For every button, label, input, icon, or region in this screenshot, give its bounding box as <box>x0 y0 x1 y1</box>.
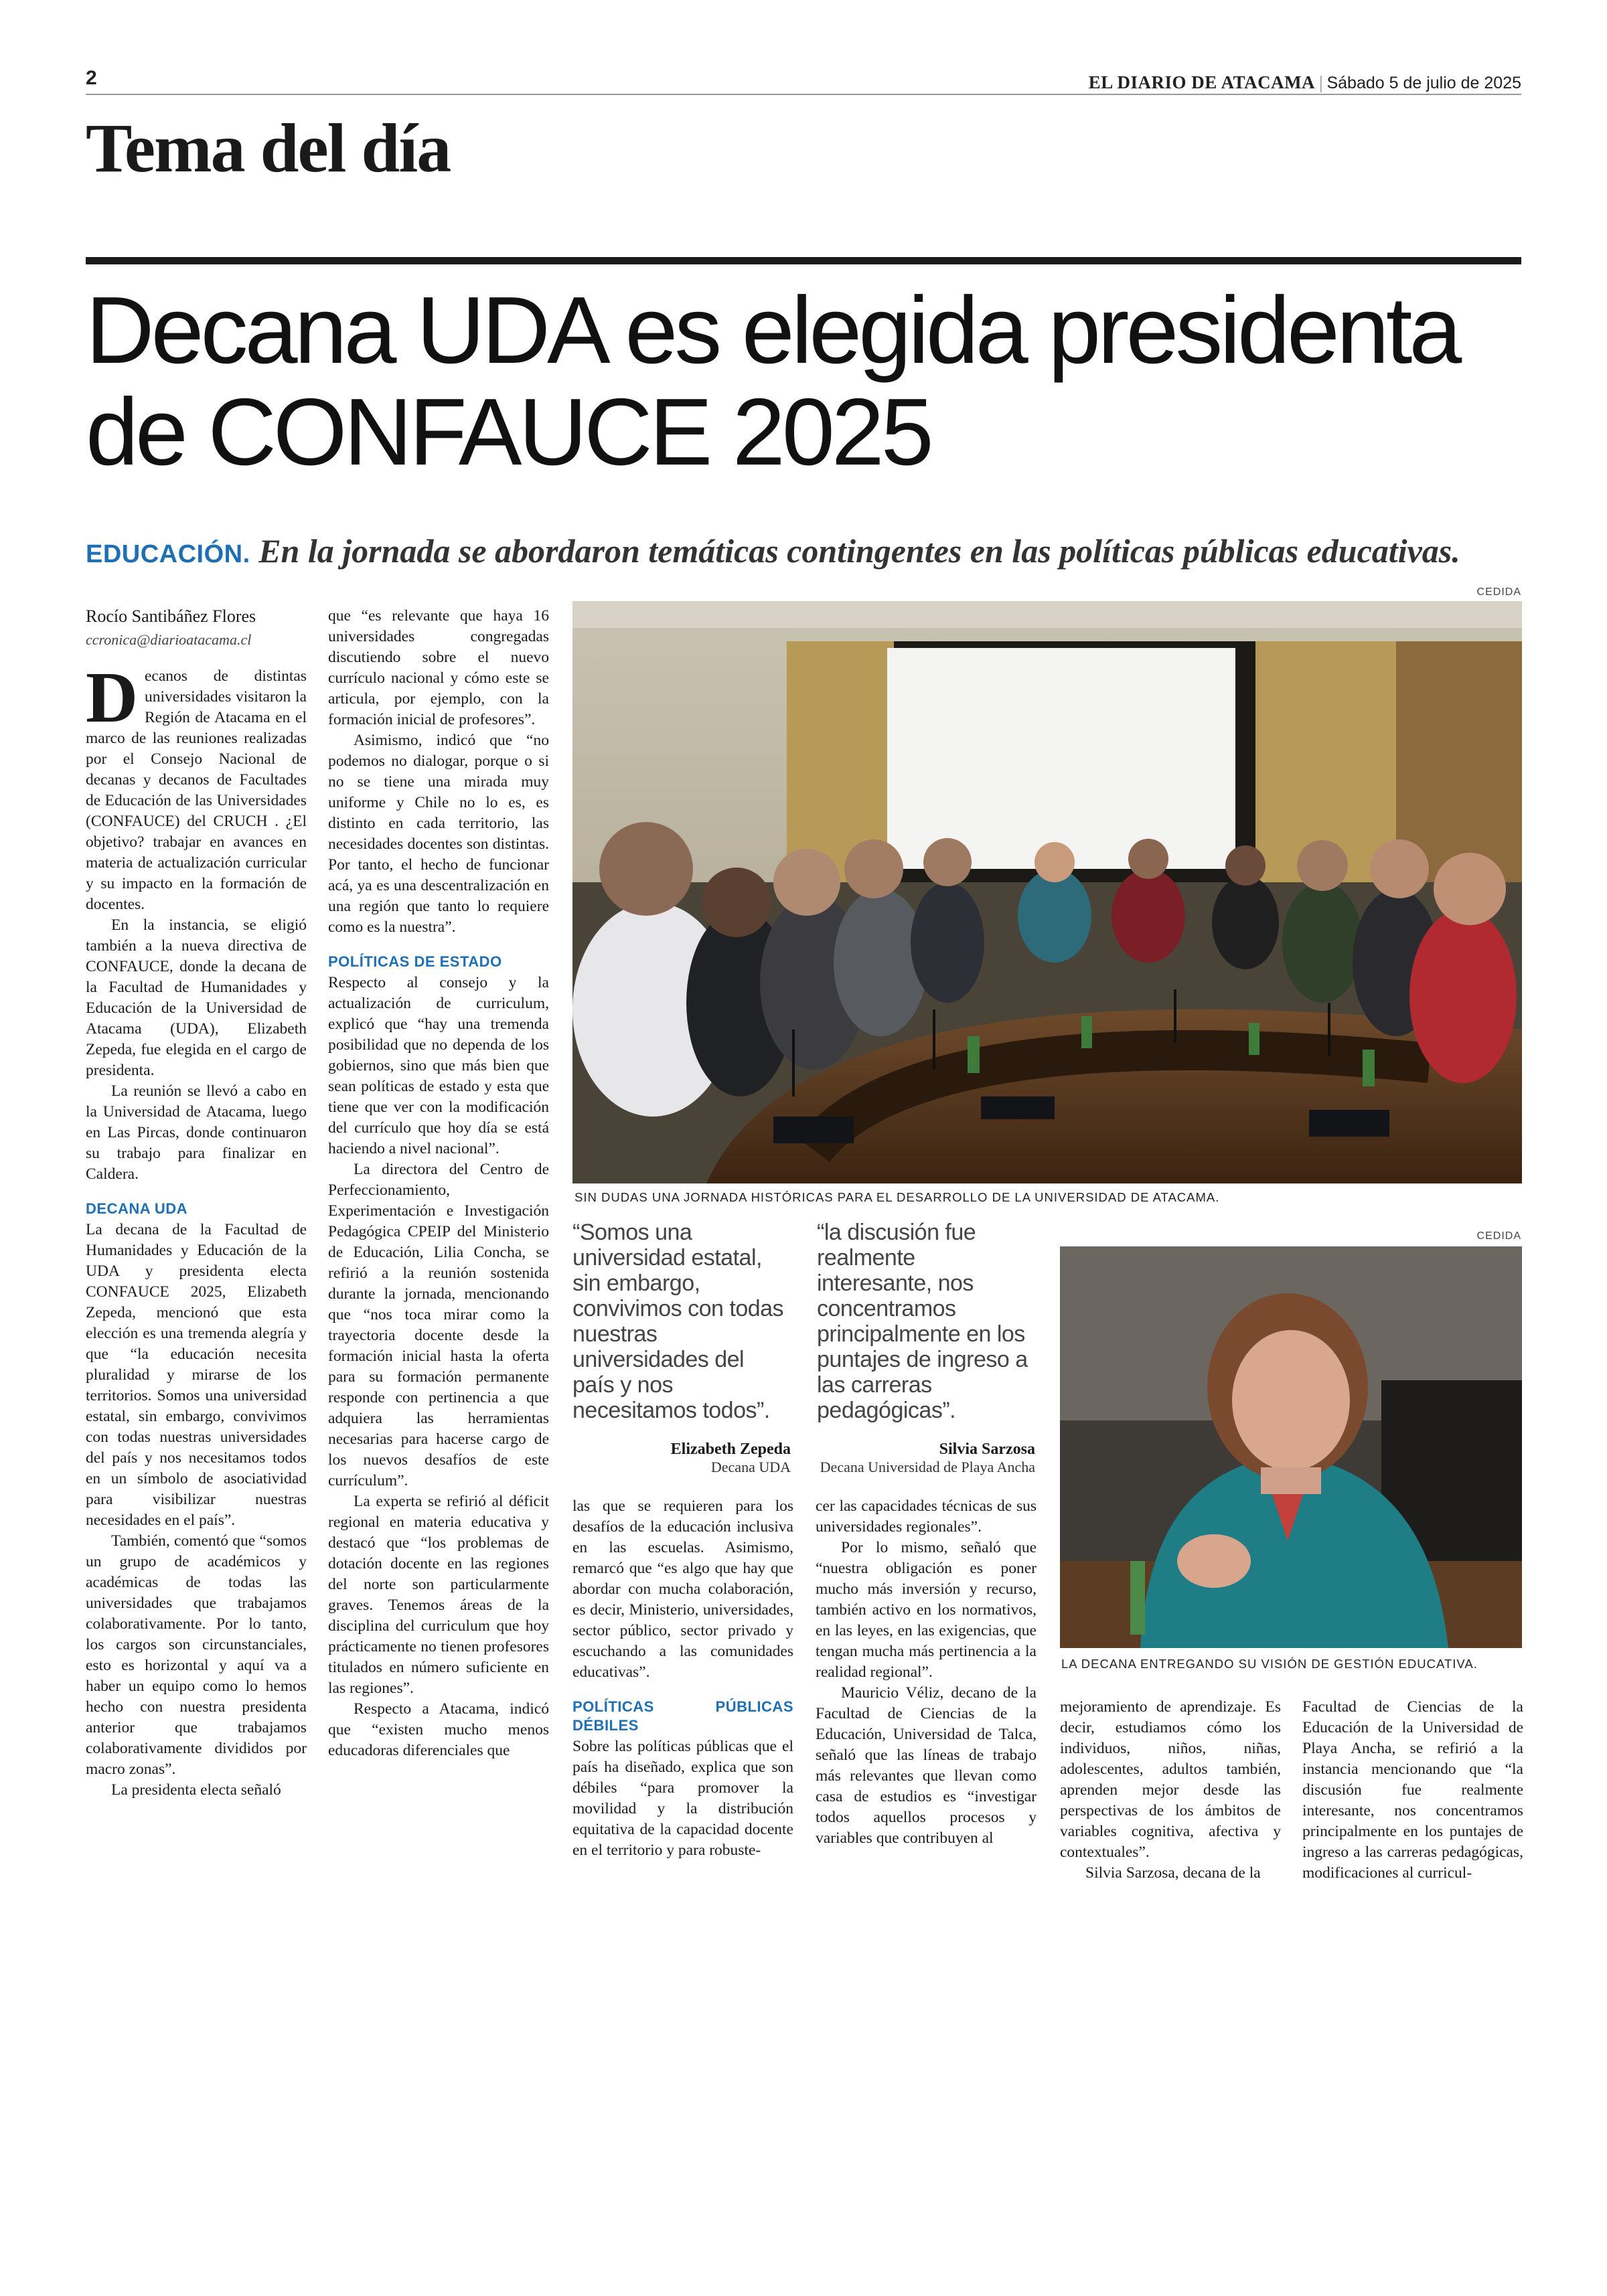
paper-name: EL DIARIO DE ATACAMA <box>1088 72 1316 92</box>
dropcap: D <box>86 658 138 738</box>
masthead <box>1089 72 1521 93</box>
dek: En la jornada se abordaron temáticas contingentes en las políticas públicas educativas. <box>258 532 1460 570</box>
pull-quote-name: Elizabeth Zepeda <box>670 1441 791 1458</box>
column-1 <box>86 606 307 1801</box>
paragraph: Mauricio Véliz, decano de la Facultad de Ciencias de la Educación, Universidad de Talca, señaló que las líneas de trabajo más relevantes que llevan como casa de estudios es “investigar todos aquellos procesos y variables que contribuyen al <box>816 1684 1037 1847</box>
column-4 <box>816 1496 1037 1849</box>
column-5 <box>1060 1697 1281 1884</box>
column-6 <box>1302 1697 1523 1884</box>
photo-credit: CEDIDA <box>1476 586 1521 598</box>
section-title: Tema del día <box>86 110 451 187</box>
pull-quote-text: “Somos una universidad estatal, sin embargo, convivimos con todas nuestras universidades del país y nos necesitamos todos”. <box>572 1220 784 1423</box>
top-divider <box>86 94 1521 95</box>
paragraph: En la instancia, se eligió también a la nueva directiva de CONFAUCE, donde la decana de la Facultad de Humanidades y Educación de la Universidad de Atacama (UDA), Elizabeth Zepeda, fue elegida en el cargo de presidenta. <box>86 916 307 1079</box>
portrait-caption: LA DECANA ENTREGANDO SU VISIÓN DE GESTIÓN EDUCATIVA. <box>1061 1657 1478 1671</box>
headline-line-2: de CONFAUCE 2025 <box>86 378 931 485</box>
pull-quote-name: Silvia Sarzosa <box>939 1441 1035 1458</box>
paragraph: La directora del Centro de Perfeccionamiento, Experimentación e Investigación Pedagógica CPEIP del Ministerio de Educación, Lilia Concha, se refirió a la reunión sostenida durante la jornada, mencionando que “nos toca mirar como la trayectoria docente desde la formación inicial hasta la oferta para su formación permanente responde con pertinencia a que adquiera las herramientas necesarias para hacerse cargo de los nuevos desafíos de este currículum”. <box>328 1161 549 1489</box>
paragraph: mejoramiento de aprendizaje. Es decir, estudiamos cómo los individuos, niños, niñas, adolescentes, adultos también, aprenden mejor desde las perspectivas de los ámbitos de variables cognitiva, afectiva y contextuales”. <box>1060 1698 1281 1861</box>
pull-quote-role: Decana Universidad de Playa Ancha <box>820 1459 1035 1475</box>
subhead-politicas-publicas-debiles: POLÍTICAS PÚBLICAS DÉBILES <box>572 1698 793 1734</box>
headline-line-1: Decana UDA es elegida presidenta <box>86 277 1459 384</box>
paragraph: Silvia Sarzosa, decana de la <box>1085 1864 1261 1882</box>
meeting-photo-image <box>572 601 1522 1183</box>
subhead-politicas-de-estado: POLÍTICAS DE ESTADO <box>328 953 502 970</box>
meeting-photo <box>572 601 1522 1183</box>
paragraph: La presidenta electa señaló <box>111 1781 281 1799</box>
publication-date: Sábado 5 de julio de 2025 <box>1326 74 1521 92</box>
paragraph: Por lo mismo, señaló que “nuestra obligación es poner mucho más inversión y recurso, también activo en los normativos, en las leyes, en las exigencias, que tengan mucha más pertinencia a la realidad regional”. <box>816 1539 1037 1681</box>
paragraph: Asimismo, indicó que “no podemos no dialogar, porque o si no se tiene una mirada muy uniforme y Chile no lo es, es distinto en cada territorio, las necesidades docentes son distintas. Por tanto, el hecho de funcionar acá, ya es una descentralización en una región que tanto lo requiere como es la nuestra”. <box>328 732 549 936</box>
main-photo-caption: SIN DUDAS UNA JORNADA HISTÓRICAS PARA EL DESARROLLO DE LA UNIVERSIDAD DE ATACAMA. <box>575 1190 1220 1204</box>
portrait-credit: CEDIDA <box>1476 1230 1521 1242</box>
kicker-line <box>86 531 1532 571</box>
paragraph: También, comentó que “somos un grupo de académicos y académicas de todas las universidades que trabajamos colaborativamente. Por lo tanto, los cargos son circunstanciales, esto es horizontal y aquí va a haber un equipo como lo hemos hecho con nuestra presidenta anterior que trabajamos colaborativamente divididos por macro zonas”. <box>86 1532 307 1778</box>
lead-text: ecanos de distintas universidades visitaron la Región de Atacama en el marco de las reuniones realizadas por el Consejo Nacional de decanas y decanos de Facultades de Educación de las Universidades (CONFAUCE) del CRUCH . ¿El objetivo? trabajar en avances en materia de actualización curricular y su impacto en la formación de docentes. <box>86 667 307 913</box>
headline <box>86 277 1532 485</box>
column-2 <box>328 606 549 1761</box>
section-divider <box>86 257 1521 264</box>
byline: Rocío Santibáñez Flores <box>86 606 256 626</box>
pull-quote-zepeda <box>572 1220 791 1476</box>
paragraph: Sobre las políticas públicas que el país ha diseñado, explica que son débiles “para promover la movilidad y la distribución equitativa de la capacidad docente en el territorio y para robuste- <box>572 1738 793 1859</box>
kicker: EDUCACIÓN. <box>86 540 250 568</box>
column-3 <box>572 1496 793 1861</box>
paragraph: La experta se refirió al déficit regional en materia educativa y destacó que “los problemas de dotación docente en las regiones del norte son particularmente graves. Tenemos áreas de la disciplina del curriculum que hoy prácticamente no tienen profesores titulados en número suficiente en las regiones”. <box>328 1493 549 1697</box>
portrait-photo-image <box>1060 1246 1522 1648</box>
paragraph: que “es relevante que haya 16 universidades congregadas discutiendo sobre el nuevo currículo nacional y cómo este se articula, por ejemplo, con la formación inicial de profesores”. <box>328 607 549 728</box>
pull-quote-role: Decana UDA <box>710 1459 791 1475</box>
portrait-photo <box>1060 1246 1522 1648</box>
paragraph: La reunión se llevó a cabo en la Universidad de Atacama, luego en Las Pircas, donde continuaron su trabajo para finalizar en Caldera. <box>86 1082 307 1183</box>
pull-quote-text: “la discusión fue realmente interesante, nos concentramos principalmente en los puntajes de ingreso a las carreras pedagógicas”. <box>817 1220 1028 1423</box>
masthead-separator: | <box>1319 72 1323 92</box>
paragraph: cer las capacidades técnicas de sus universidades regionales”. <box>816 1497 1037 1536</box>
lead-paragraph <box>86 658 307 915</box>
paragraph: La decana de la Facultad de Humanidades y Educación de la UDA y presidenta electa CONFAUCE 2025, Elizabeth Zepeda, mencionó que esta elección es una tremenda alegría y que “la educación necesita pluralidad y mirarse de los territorios. Somos una universidad estatal, sin embargo, convivimos con todas nuestras universidades del país y nos necesitamos todos en un símbolo de asociatividad para visibilizar nuestras necesidades en el país”. <box>86 1221 307 1529</box>
paragraph: Facultad de Ciencias de la Educación de la Universidad de Playa Ancha, se refirió a la instancia mencionando que “la discusión fue realmente interesante, nos concentramos principalmente en los puntajes de ingreso a las carreras pedagógicas, modificaciones al curricul- <box>1302 1698 1523 1882</box>
paragraph: las que se requieren para los desafíos de la educación inclusiva en las escuelas. Asimismo, remarcó que “es algo que hay que abordar con mucha colaboración, es decir, Ministerio, universidades, sector público, sector privado y escuchando a las comunidades educativas”. <box>572 1497 793 1681</box>
subhead-decana-uda: DECANA UDA <box>86 1200 188 1217</box>
author-email: ccronica@diarioatacama.cl <box>86 631 252 648</box>
paragraph: Respecto a Atacama, indicó que “existen mucho menos educadoras diferenciales que <box>328 1700 549 1759</box>
paragraph: Respecto al consejo y la actualización de curriculum, explicó que “hay una tremenda posibilidad que no dependa de los gobiernos, sino que más bien que sean políticas de estado y esta que tiene que ver con la modificación del currículo que hoy día se está haciendo a nivel nacional”. <box>328 974 549 1157</box>
pull-quote-sarzosa <box>817 1220 1035 1476</box>
page-number: 2 <box>86 67 97 89</box>
